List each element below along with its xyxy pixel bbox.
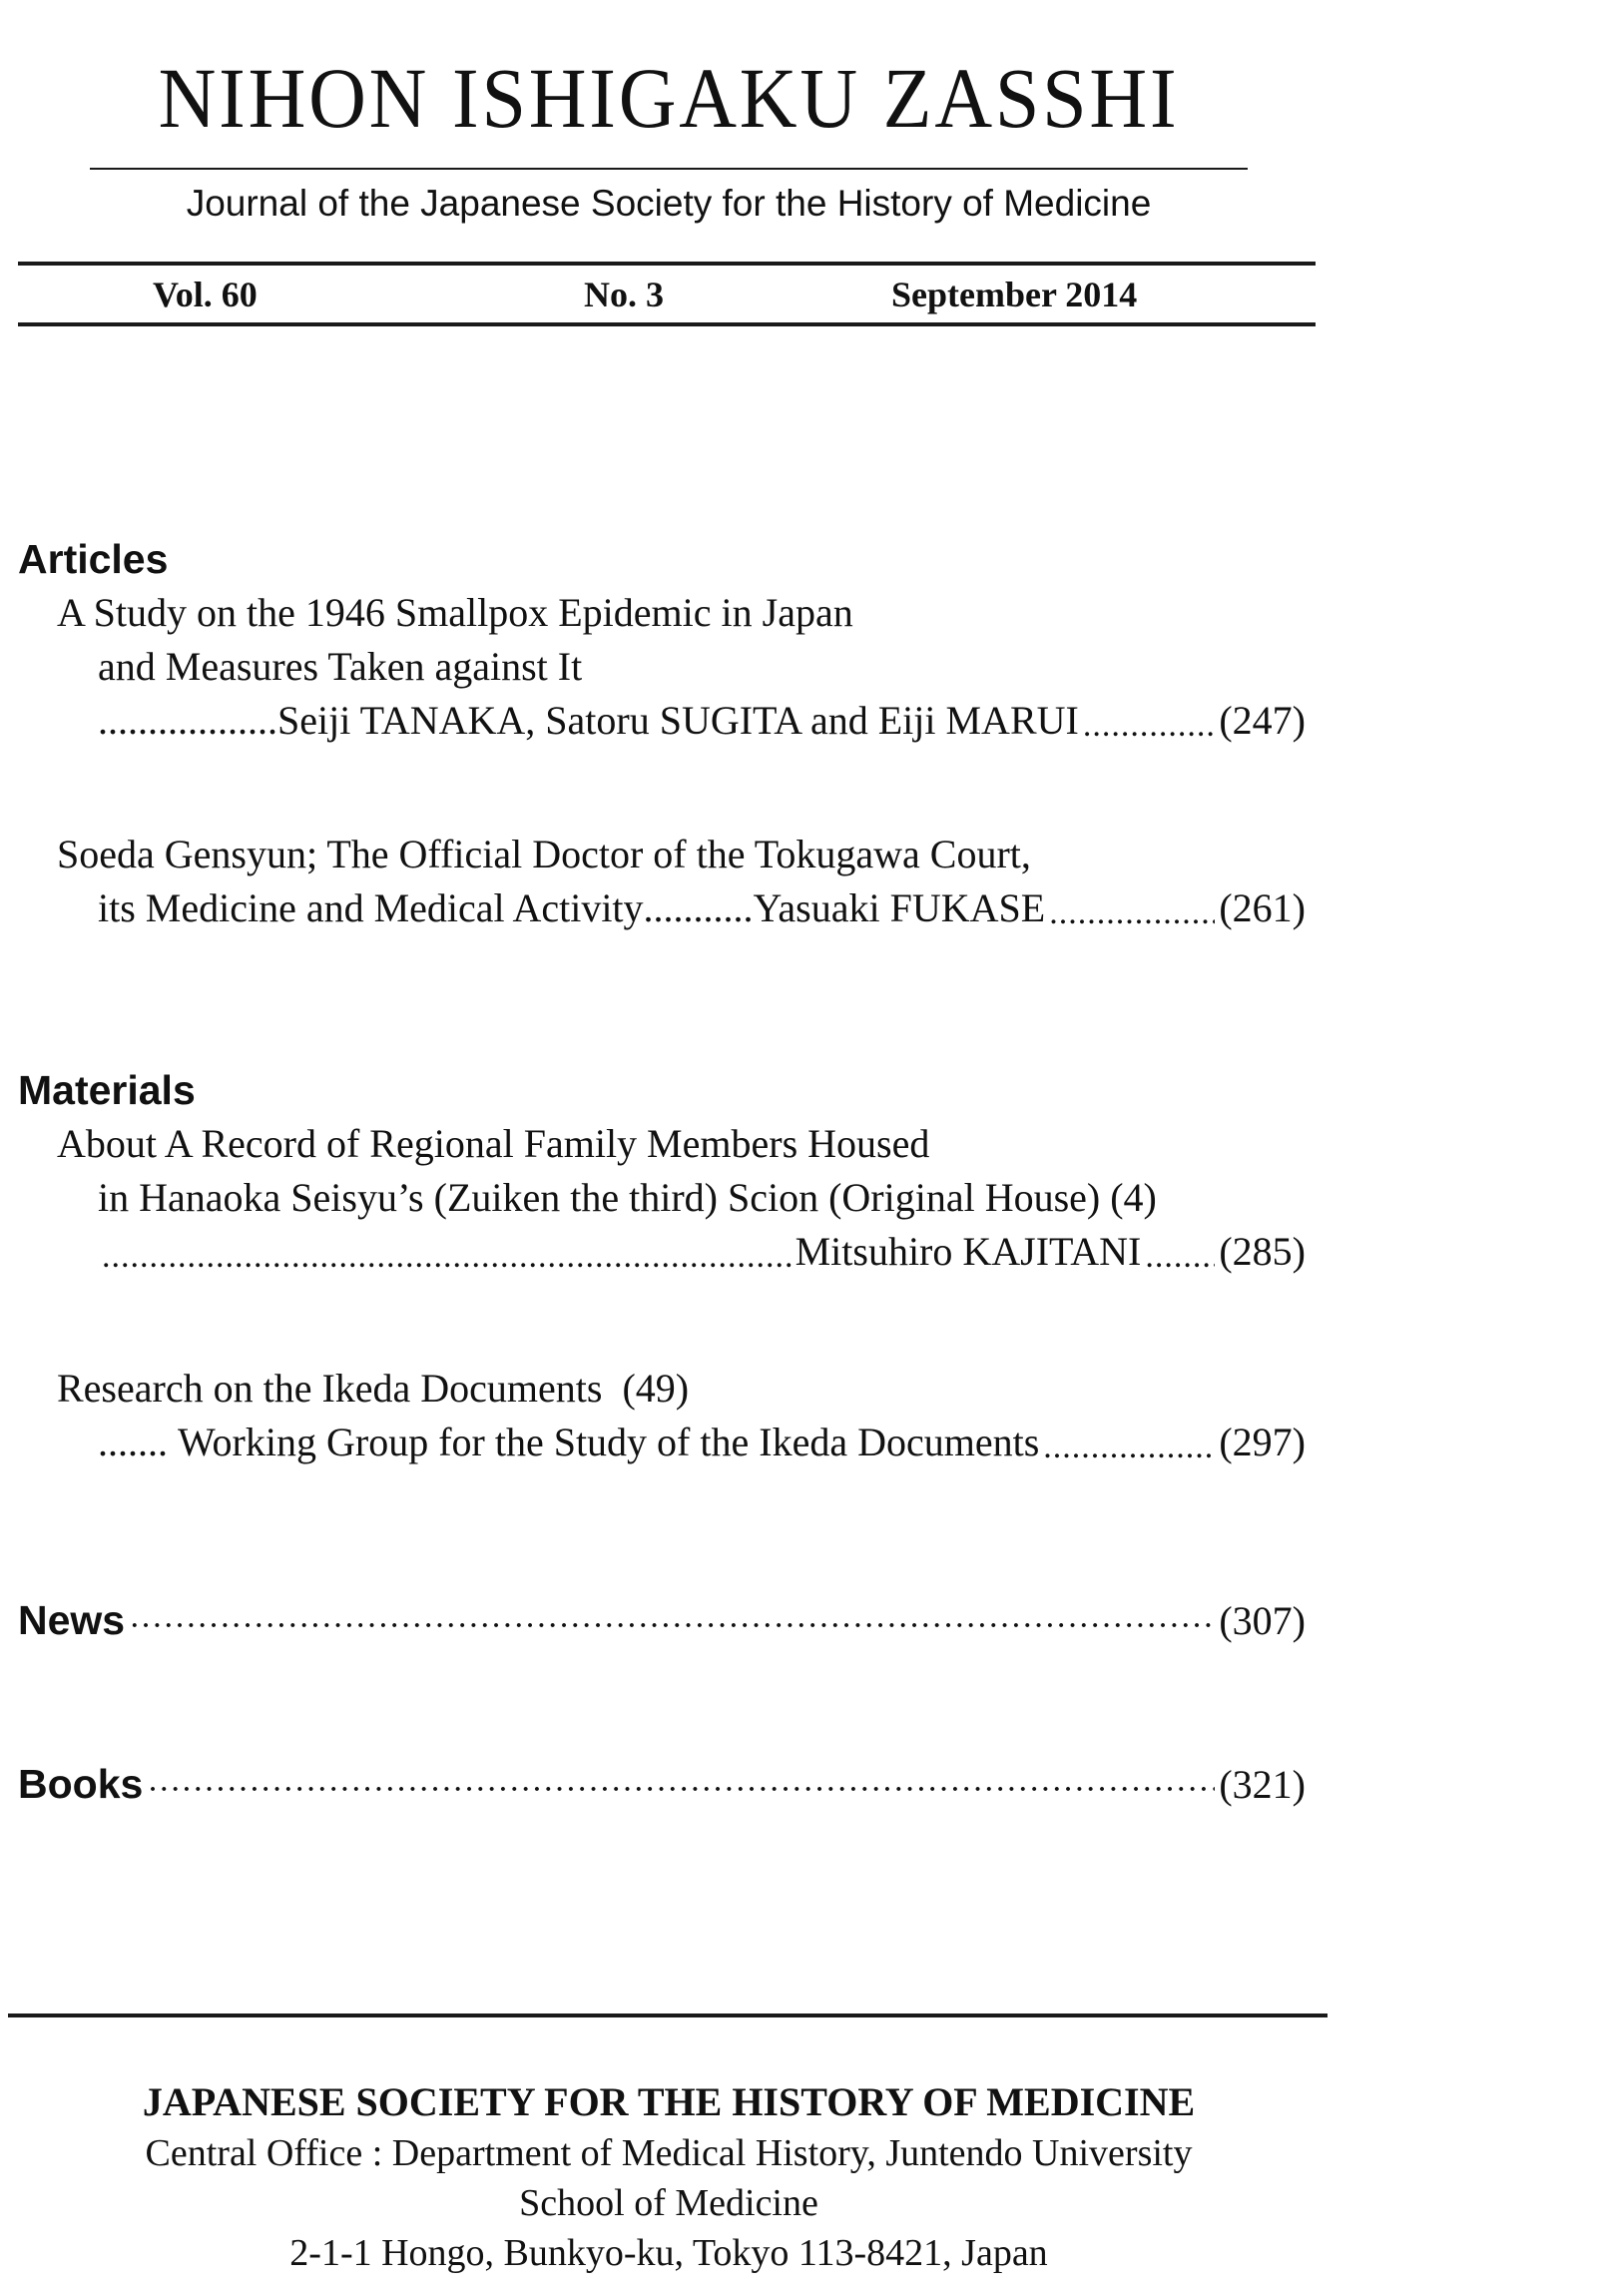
issue-number: No. 3 bbox=[584, 275, 664, 314]
articles-heading: Articles bbox=[18, 536, 169, 582]
school-line: School of Medicine bbox=[519, 2182, 818, 2224]
leader-dots bbox=[1049, 886, 1215, 926]
leader-dots bbox=[1043, 1421, 1215, 1460]
leader-dots bbox=[147, 1763, 1215, 1803]
footer-divider bbox=[8, 2013, 1328, 2017]
leader-dots bbox=[102, 1230, 792, 1270]
issue-volume: Vol. 60 bbox=[153, 275, 258, 314]
article-authors: Yasuaki FUKASE bbox=[753, 885, 1046, 930]
article-title-line: Soeda Gensyun; The Official Doctor of the Tokugawa Court, bbox=[57, 832, 1031, 876]
journal-subtitle: Journal of the Japanese Society for the History of Medicine bbox=[186, 183, 1152, 224]
central-office-line: Central Office : Department of Medical History, Juntendo University bbox=[145, 2132, 1193, 2174]
material-byline bbox=[98, 1419, 1306, 1465]
issue-bar-bottom-rule bbox=[18, 322, 1316, 326]
article-byline bbox=[98, 697, 1306, 744]
masthead-divider bbox=[90, 168, 1248, 170]
page-number: (321) bbox=[1219, 1762, 1306, 1807]
issue-date: September 2014 bbox=[891, 275, 1138, 314]
page-number: (261) bbox=[1219, 885, 1306, 930]
article-authors: Seiji TANAKA, Satoru SUGITA and Eiji MARUI bbox=[277, 698, 1079, 743]
material-title-line: Research on the Ikeda Documents (49) bbox=[57, 1366, 690, 1411]
material-authors: Mitsuhiro KAJITANI bbox=[795, 1229, 1142, 1274]
leader-dots: .................. bbox=[98, 698, 277, 743]
books-heading: Books bbox=[18, 1761, 144, 1807]
material-title-line: About A Record of Regional Family Members Housed bbox=[57, 1121, 930, 1166]
material-title-line: in Hanaoka Seisyu’s (Zuiken the third) Scion (Original House) (4) bbox=[98, 1175, 1157, 1220]
article-title-line: A Study on the 1946 Smallpox Epidemic in Japan bbox=[57, 590, 853, 635]
news-heading: News bbox=[18, 1597, 126, 1643]
address-line: 2-1-1 Hongo, Bunkyo-ku, Tokyo 113-8421, Japan bbox=[289, 2232, 1048, 2274]
page-number: (285) bbox=[1219, 1229, 1306, 1274]
leader-dots bbox=[1145, 1230, 1215, 1270]
journal-title: NIHON ISHIGAKU ZASSHI bbox=[158, 50, 1180, 146]
materials-heading: Materials bbox=[18, 1067, 196, 1113]
issue-bar-top-rule bbox=[18, 262, 1316, 266]
page-number: (247) bbox=[1219, 698, 1306, 743]
article-title-line: and Measures Taken against It bbox=[98, 644, 583, 689]
books-row bbox=[18, 1761, 1306, 1808]
page-number: (307) bbox=[1219, 1598, 1306, 1643]
material-byline bbox=[98, 1228, 1306, 1275]
news-row bbox=[18, 1597, 1306, 1644]
article-title-line: its Medicine and Medical Activity bbox=[98, 885, 644, 930]
society-name: JAPANESE SOCIETY FOR THE HISTORY OF MEDICINE bbox=[142, 2079, 1196, 2124]
leader-dots: ....... bbox=[98, 1420, 168, 1464]
article-byline bbox=[98, 884, 1306, 931]
page-number: (297) bbox=[1219, 1420, 1306, 1464]
material-authors: Working Group for the Study of the Ikeda Documents bbox=[178, 1420, 1040, 1464]
leader-dots bbox=[129, 1599, 1215, 1639]
leader-dots bbox=[1083, 699, 1216, 739]
leader-dots: ........... bbox=[643, 885, 754, 930]
